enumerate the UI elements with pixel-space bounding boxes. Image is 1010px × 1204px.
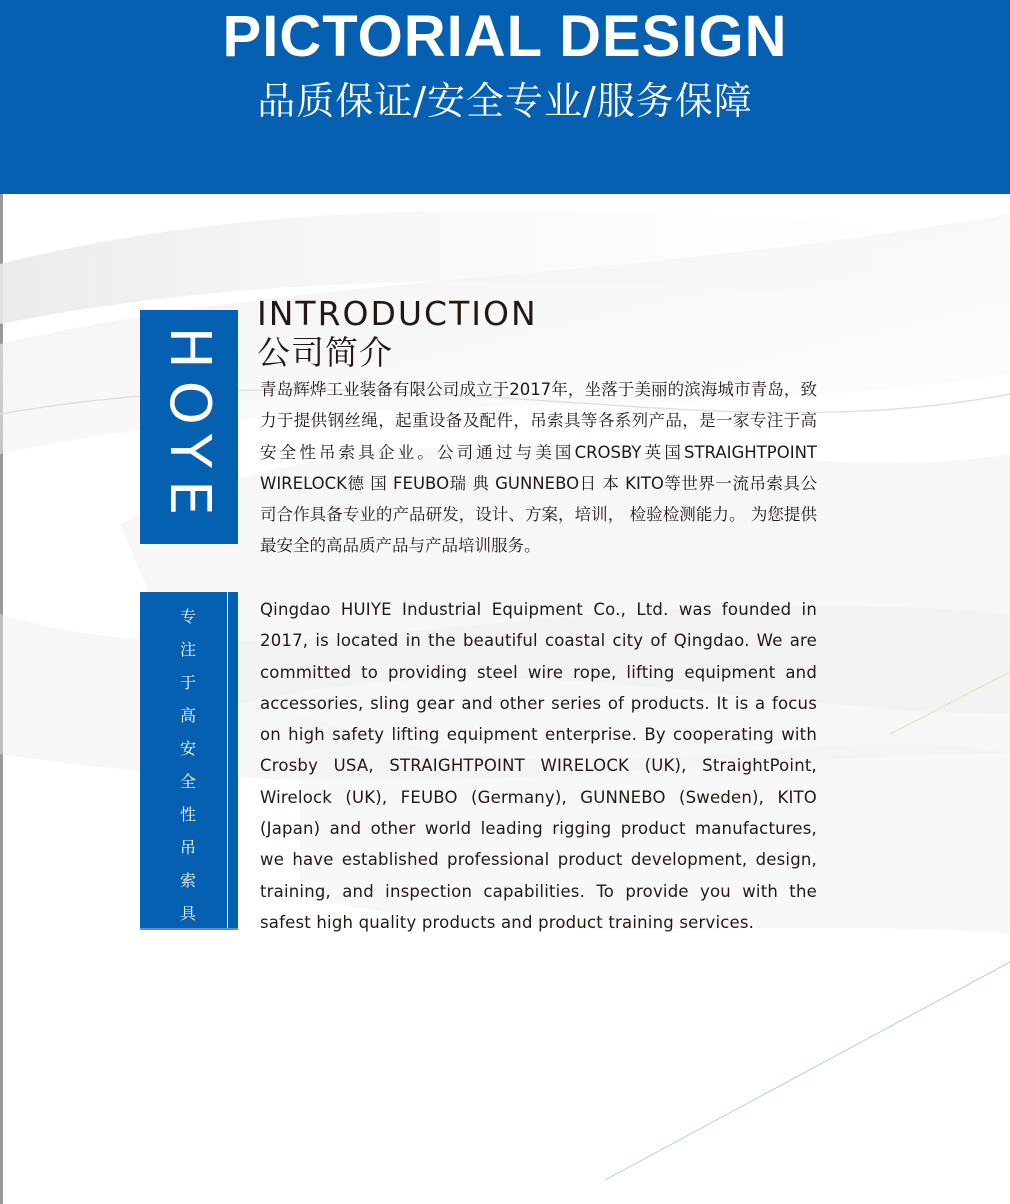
brand-name: HOYE [157,326,222,528]
tagline-char: 索 [179,871,196,890]
tagline-vertical-text [140,606,238,936]
page-subtitle: 品质保证/安全专业/服务保障 [257,79,753,123]
tagline-char: 具 [179,904,196,923]
tagline-char: 高 [179,706,196,725]
tagline-char: 安 [179,739,196,758]
tagline-char: 吊 [179,838,196,857]
introduction-heading-en: INTRODUCTION [257,294,538,333]
tagline-block [140,592,238,930]
tagline-char: 全 [179,772,196,791]
introduction-paragraph-cn: 青岛辉烨工业装备有限公司成立于2017年，坐落于美丽的滨海城市青岛，致力于提供钢丝绳，起重设备及配件，吊索具等各系列产品，是一家专注于高安全性吊索具企业。公司通过与美国CROSBY英国STRAIGHTPOINT WIRELOCK德 国 FEUBO瑞 典 GUNNEBO日 本 KITO等世界一流吊索具公司合作具备专业的产品研发，设计、方案，培训， 检验检测能力。 为您提供最安全的高品质产品与产品培训服务。 [260,380,817,556]
tagline-char: 注 [179,640,196,659]
header-banner [0,0,1010,194]
introduction-heading-cn: 公司简介 [257,333,393,372]
introduction-paragraph-en: Qingdao HUIYE Industrial Equipment Co., Ltd. was founded in 2017, is located in the beautiful coastal city of Qingdao. We are committed to providing steel wire rope, lifting equipment and accessories, sling gear and other series of products. It is a focus on high safety lifting equipment enterprise. By cooperating with Crosby USA, STRAIGHTPOINT WIRELOCK (UK), StraightPoint, Wirelock (UK), FEUBO (Germany), GUNNEBO (Sweden), KITO (Japan) and other world leading rigging product manufactures, we have established professional product development, design, training, and inspection capabilities. To provide you with the safest high quality products and product training services. [260,600,817,932]
tagline-char: 专 [179,607,196,626]
page-title: PICTORIAL DESIGN [222,4,788,69]
tagline-char: 性 [179,805,196,824]
brand-block [140,310,238,544]
tagline-char: 于 [179,673,196,692]
